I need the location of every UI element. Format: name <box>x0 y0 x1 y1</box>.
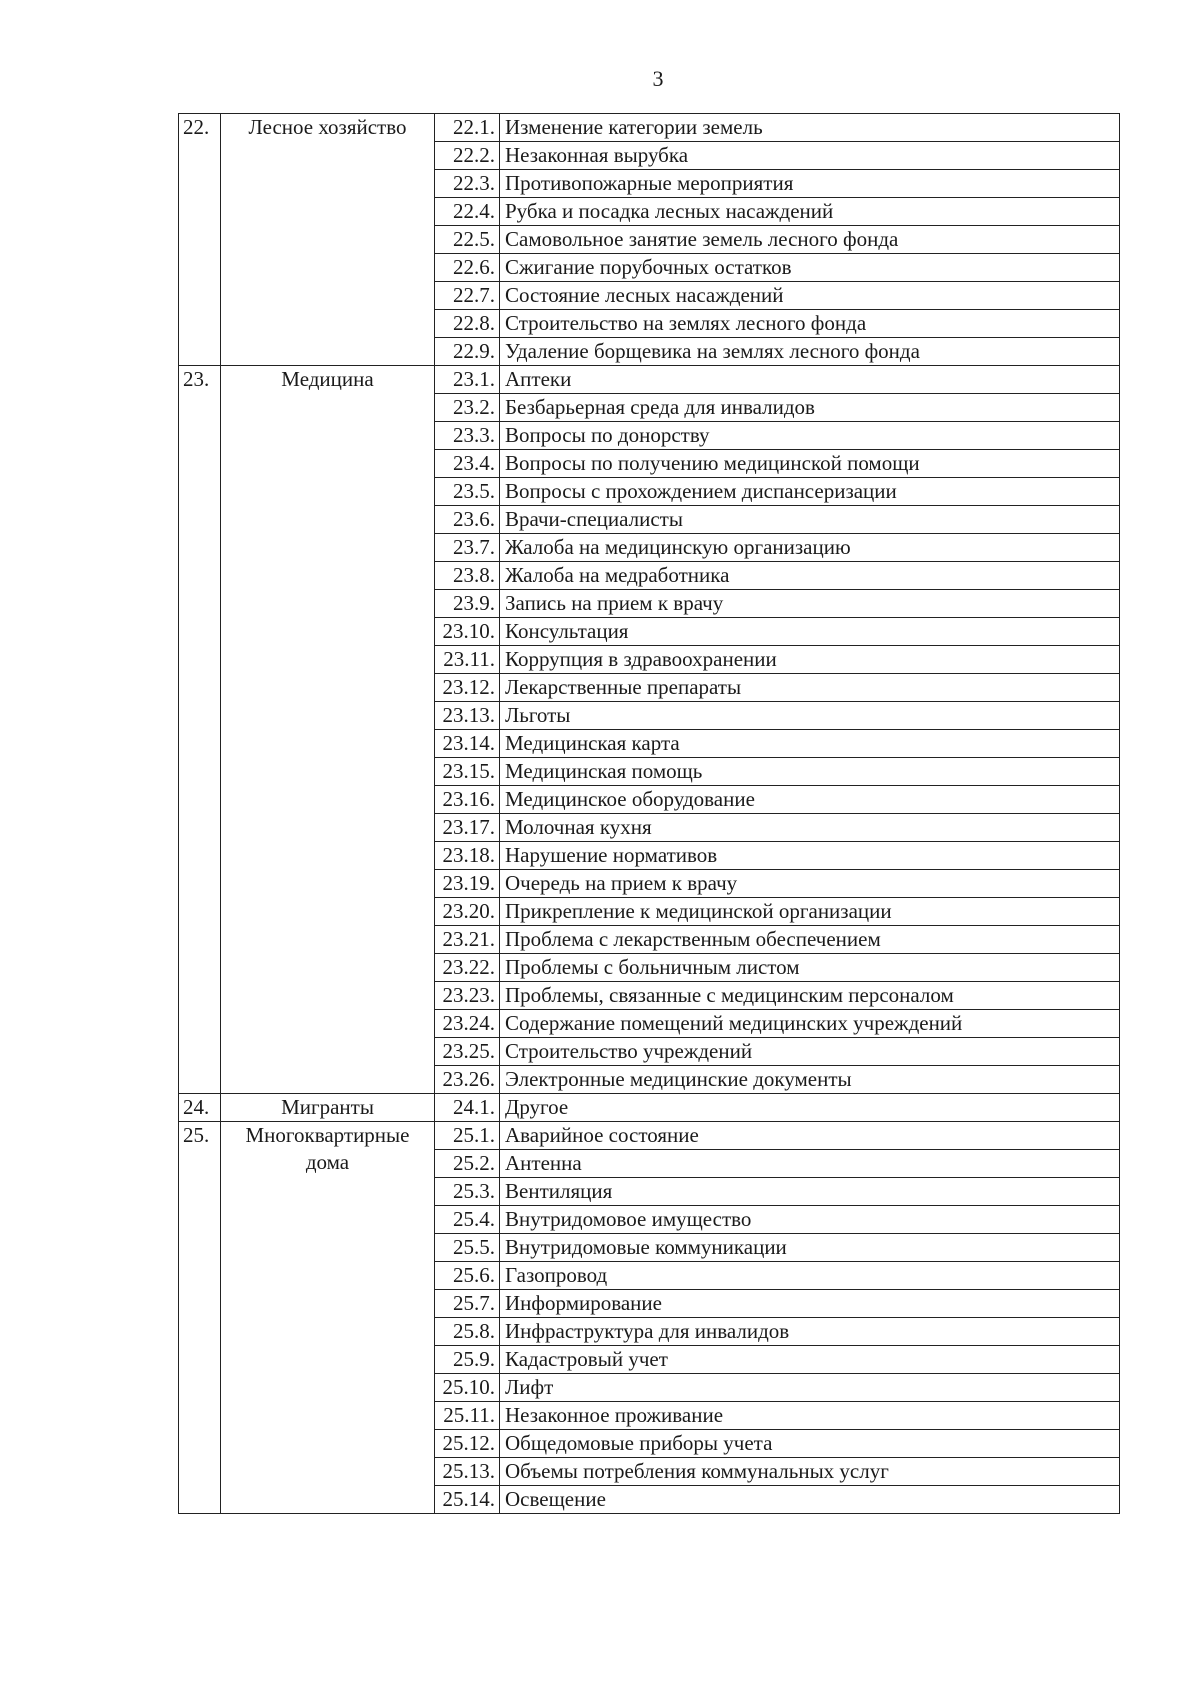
subtopic-name: Льготы <box>500 702 1120 730</box>
subtopic-name: Врачи-специалисты <box>500 506 1120 534</box>
subtopic-name: Общедомовые приборы учета <box>500 1430 1120 1458</box>
subtopic-name: Проблема с лекарственным обеспечением <box>500 926 1120 954</box>
subtopic-name: Освещение <box>500 1486 1120 1514</box>
subtopic-number: 23.15. <box>435 758 500 786</box>
subtopic-number: 23.24. <box>435 1010 500 1038</box>
subtopic-number: 23.21. <box>435 926 500 954</box>
page-number: 3 <box>652 66 664 91</box>
subtopic-number: 25.13. <box>435 1458 500 1486</box>
subtopic-name: Противопожарные мероприятия <box>500 170 1120 198</box>
table-row <box>179 366 1120 394</box>
subtopic-name: Строительство учреждений <box>500 1038 1120 1066</box>
subtopic-number: 22.8. <box>435 310 500 338</box>
subtopic-name: Содержание помещений медицинских учреждений <box>500 1010 1120 1038</box>
subtopic-name: Лифт <box>500 1374 1120 1402</box>
subtopic-number: 23.17. <box>435 814 500 842</box>
subtopic-name: Информирование <box>500 1290 1120 1318</box>
subtopic-number: 23.14. <box>435 730 500 758</box>
subtopic-name: Медицинское оборудование <box>500 786 1120 814</box>
subtopic-number: 23.9. <box>435 590 500 618</box>
subtopic-name: Сжигание порубочных остатков <box>500 254 1120 282</box>
category-number: 25. <box>179 1122 221 1514</box>
subtopic-number: 24.1. <box>435 1094 500 1122</box>
subtopic-name: Вопросы с прохождением диспансеризации <box>500 478 1120 506</box>
subtopic-number: 22.9. <box>435 338 500 366</box>
table-row <box>179 1094 1120 1122</box>
subtopic-name: Медицинская помощь <box>500 758 1120 786</box>
subtopic-number: 25.5. <box>435 1234 500 1262</box>
subtopic-number: 23.16. <box>435 786 500 814</box>
subtopic-number: 25.1. <box>435 1122 500 1150</box>
subtopic-number: 22.3. <box>435 170 500 198</box>
subtopic-name: Состояние лесных насаждений <box>500 282 1120 310</box>
subtopic-name: Внутридомовые коммуникации <box>500 1234 1120 1262</box>
subtopic-name: Нарушение нормативов <box>500 842 1120 870</box>
subtopic-name: Незаконная вырубка <box>500 142 1120 170</box>
subtopic-name: Удаление борщевика на землях лесного фонда <box>500 338 1120 366</box>
topics-table-body <box>179 114 1120 1514</box>
subtopic-name: Изменение категории земель <box>500 114 1120 142</box>
subtopic-name: Другое <box>500 1094 1120 1122</box>
subtopic-number: 25.10. <box>435 1374 500 1402</box>
subtopic-name: Консультация <box>500 618 1120 646</box>
subtopic-name: Медицинская карта <box>500 730 1120 758</box>
subtopic-name: Проблемы с больничным листом <box>500 954 1120 982</box>
category-name: Мигранты <box>221 1094 435 1122</box>
subtopic-number: 25.8. <box>435 1318 500 1346</box>
subtopic-name: Молочная кухня <box>500 814 1120 842</box>
subtopic-number: 25.4. <box>435 1206 500 1234</box>
subtopic-name: Аварийное состояние <box>500 1122 1120 1150</box>
subtopic-name: Вопросы по донорству <box>500 422 1120 450</box>
table-row <box>179 114 1120 142</box>
subtopic-name: Инфраструктура для инвалидов <box>500 1318 1120 1346</box>
subtopic-number: 25.9. <box>435 1346 500 1374</box>
subtopic-number: 25.14. <box>435 1486 500 1514</box>
subtopic-name: Вопросы по получению медицинской помощи <box>500 450 1120 478</box>
subtopic-number: 22.2. <box>435 142 500 170</box>
subtopic-number: 25.6. <box>435 1262 500 1290</box>
subtopic-name: Рубка и посадка лесных насаждений <box>500 198 1120 226</box>
subtopic-number: 22.7. <box>435 282 500 310</box>
subtopic-number: 23.7. <box>435 534 500 562</box>
subtopic-number: 25.11. <box>435 1402 500 1430</box>
subtopic-number: 23.22. <box>435 954 500 982</box>
subtopic-number: 22.6. <box>435 254 500 282</box>
subtopic-number: 23.26. <box>435 1066 500 1094</box>
subtopic-name: Аптеки <box>500 366 1120 394</box>
subtopic-name: Антенна <box>500 1150 1120 1178</box>
subtopic-number: 23.18. <box>435 842 500 870</box>
subtopic-number: 23.23. <box>435 982 500 1010</box>
subtopic-number: 23.11. <box>435 646 500 674</box>
subtopic-name: Запись на прием к врачу <box>500 590 1120 618</box>
subtopic-name: Прикрепление к медицинской организации <box>500 898 1120 926</box>
subtopic-number: 23.19. <box>435 870 500 898</box>
subtopic-number: 23.1. <box>435 366 500 394</box>
subtopic-name: Строительство на землях лесного фонда <box>500 310 1120 338</box>
subtopic-number: 23.8. <box>435 562 500 590</box>
subtopic-number: 23.13. <box>435 702 500 730</box>
table-row <box>179 1122 1120 1150</box>
subtopic-number: 22.1. <box>435 114 500 142</box>
category-name: Лесное хозяйство <box>221 114 435 366</box>
subtopic-number: 25.3. <box>435 1178 500 1206</box>
subtopic-name: Внутридомовое имущество <box>500 1206 1120 1234</box>
subtopic-name: Лекарственные препараты <box>500 674 1120 702</box>
subtopic-number: 23.2. <box>435 394 500 422</box>
subtopic-number: 22.5. <box>435 226 500 254</box>
subtopic-number: 25.2. <box>435 1150 500 1178</box>
subtopic-name: Газопровод <box>500 1262 1120 1290</box>
subtopic-number: 23.6. <box>435 506 500 534</box>
subtopic-name: Очередь на прием к врачу <box>500 870 1120 898</box>
subtopic-number: 25.7. <box>435 1290 500 1318</box>
subtopic-name: Вентиляция <box>500 1178 1120 1206</box>
subtopic-number: 22.4. <box>435 198 500 226</box>
subtopic-number: 25.12. <box>435 1430 500 1458</box>
subtopic-number: 23.5. <box>435 478 500 506</box>
subtopic-number: 23.3. <box>435 422 500 450</box>
subtopic-name: Коррупция в здравоохранении <box>500 646 1120 674</box>
topics-table <box>178 113 1120 1514</box>
subtopic-number: 23.25. <box>435 1038 500 1066</box>
category-name: Многоквартирные дома <box>221 1122 435 1514</box>
subtopic-name: Безбарьерная среда для инвалидов <box>500 394 1120 422</box>
subtopic-name: Жалоба на медработника <box>500 562 1120 590</box>
subtopic-name: Жалоба на медицинскую организацию <box>500 534 1120 562</box>
subtopic-name: Незаконное проживание <box>500 1402 1120 1430</box>
subtopic-name: Объемы потребления коммунальных услуг <box>500 1458 1120 1486</box>
category-number: 23. <box>179 366 221 1094</box>
subtopic-name: Проблемы, связанные с медицинским персоналом <box>500 982 1120 1010</box>
subtopic-name: Электронные медицинские документы <box>500 1066 1120 1094</box>
category-name: Медицина <box>221 366 435 1094</box>
category-number: 24. <box>179 1094 221 1122</box>
subtopic-number: 23.12. <box>435 674 500 702</box>
category-number: 22. <box>179 114 221 366</box>
subtopic-number: 23.4. <box>435 450 500 478</box>
subtopic-number: 23.10. <box>435 618 500 646</box>
subtopic-name: Кадастровый учет <box>500 1346 1120 1374</box>
subtopic-number: 23.20. <box>435 898 500 926</box>
subtopic-name: Самовольное занятие земель лесного фонда <box>500 226 1120 254</box>
